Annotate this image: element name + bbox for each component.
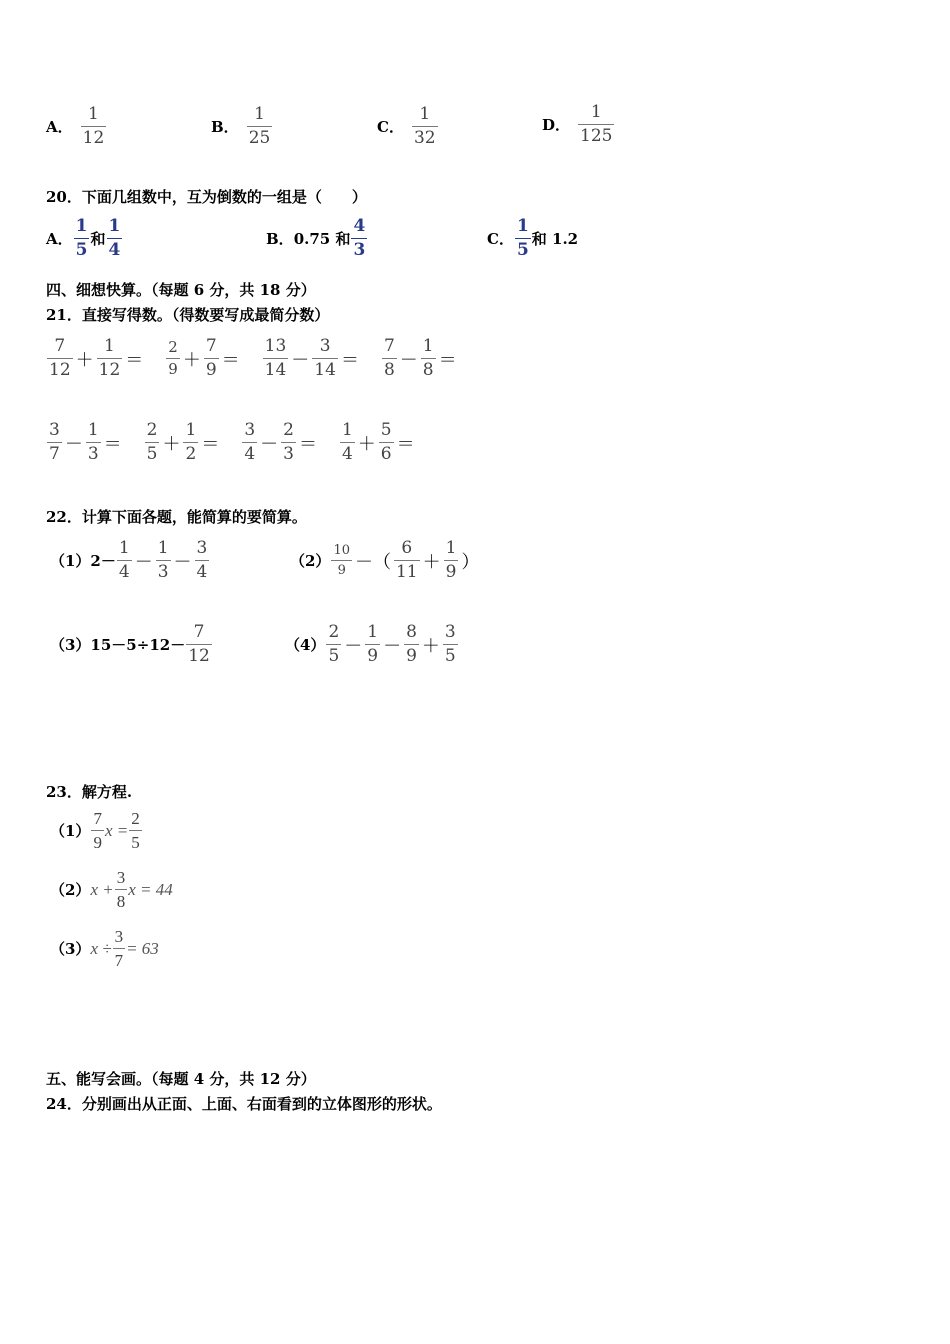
fraction: $\frac{10}{9}$ (333, 543, 350, 578)
q22-problem-1: （1）2－ $\frac{1}{4}$ － $\frac{1}{3}$ － $\frac{3}{4}$ (50, 538, 208, 582)
text: 0.75 和 (293, 230, 351, 248)
q19-option-d (542, 104, 615, 145)
problem-label: （3）15－5÷12－ (50, 636, 186, 654)
equation-label: （1） (50, 822, 91, 840)
q23-equation-1 (50, 810, 143, 851)
q21-row-2 (46, 422, 437, 463)
q21-expr: $\frac{2}{5}$ ＋ $\frac{1}{2}$ ＝ (146, 420, 220, 464)
q20-option-a (46, 218, 123, 259)
option-label: C． (377, 118, 404, 136)
fraction: $\frac{1}{5}$ (75, 216, 88, 260)
q19-option-a (46, 106, 107, 147)
problem-label: （4） (285, 636, 326, 654)
fraction: $\frac{1}{4}$ (118, 538, 130, 582)
fraction: $\frac{6}{11}$ (395, 538, 418, 582)
q23-equation-3 (50, 928, 159, 969)
q21-expr: $\frac{3}{4}$ － $\frac{2}{3}$ ＝ (244, 420, 317, 464)
q21-expr: $\frac{3}{7}$ － $\frac{1}{3}$ ＝ (49, 420, 122, 464)
fraction: $\frac{1}{4}$ (108, 216, 121, 260)
section-4-heading: 四、细想快算。（每题 6 分，共 18 分） (46, 281, 316, 299)
equation: $\frac{7}{9}$ x = $\frac{2}{5}$ (93, 809, 140, 852)
fraction: $\frac{3}{4}$ (196, 538, 208, 582)
equation-label: （3） (50, 940, 91, 958)
q21-expr: $\frac{2}{9}$ ＋ $\frac{7}{9}$ ＝ (168, 336, 240, 380)
q21-expr: $\frac{7}{12}$ ＋ $\frac{1}{12}$ ＝ (49, 336, 144, 380)
q19-option-c (377, 106, 439, 147)
fraction: $\frac{1}{32}$ (413, 104, 436, 148)
fraction: $\frac{4}{3}$ (353, 216, 366, 260)
fraction: $\frac{7}{12}$ (188, 622, 210, 666)
fraction: $\frac{1}{25}$ (248, 104, 271, 148)
q21-expr: $\frac{7}{8}$ － $\frac{1}{8}$ ＝ (383, 336, 457, 380)
q23-stem: 23．解方程. (46, 783, 133, 801)
fraction: $\frac{1}{12}$ (82, 104, 105, 148)
fraction: $\frac{1}{3}$ (157, 538, 169, 582)
q22-problem-2: （2） $\frac{10}{9}$ －（ $\frac{6}{11}$ ＋ $\frac{1}{9}$ ） (290, 538, 480, 582)
fraction: $\frac{1}{5}$ (516, 216, 529, 260)
problem-label: （2） (290, 552, 331, 570)
q19-option-b (211, 106, 273, 147)
q20-stem: 20．下面几组数中，互为倒数的一组是（ ） (46, 188, 367, 206)
q20-option-b (266, 218, 368, 259)
option-label: A． (46, 118, 73, 136)
equation: x + $\frac{3}{8}$ x = 44 (90, 868, 173, 911)
fraction: $\frac{8}{9}$ (406, 622, 417, 666)
section-5-heading: 五、能写会画。（每题 4 分，共 12 分） (46, 1070, 316, 1088)
text: 和 1.2 (531, 230, 579, 248)
q22-problem-4: （4） $\frac{2}{5}$ － $\frac{1}{9}$ － $\frac{8}{9}$ ＋ $\frac{3}{5}$ (285, 622, 456, 666)
option-label: B． (266, 230, 294, 248)
fraction: $\frac{1}{9}$ (367, 622, 379, 666)
option-label: A． (46, 230, 73, 248)
q21-stem: 21．直接写得数。（得数要写成最简分数） (46, 306, 330, 324)
option-label: C． (487, 230, 514, 248)
fraction: $\frac{3}{5}$ (444, 622, 456, 666)
fraction: $\frac{1}{9}$ (445, 538, 457, 582)
option-label: B． (211, 118, 239, 136)
option-label: D． (542, 116, 571, 134)
equation: x ÷ $\frac{3}{7}$ = 63 (90, 927, 159, 970)
q22-stem: 22．计算下面各题，能简算的要简算。 (46, 508, 307, 526)
q23-equation-2 (50, 869, 173, 910)
q22-problem-3 (50, 624, 213, 665)
q21-expr: $\frac{13}{14}$ － $\frac{3}{14}$ ＝ (264, 336, 359, 380)
problem-label: （1）2－ (50, 552, 116, 570)
equation-label: （2） (50, 881, 91, 899)
q21-expr: $\frac{1}{4}$ ＋ $\frac{5}{6}$ ＝ (341, 420, 415, 464)
text: 和 (90, 230, 106, 248)
q21-row-1 (46, 338, 479, 379)
q20-option-c (487, 218, 578, 259)
q24-stem: 24．分别画出从正面、上面、右面看到的立体图形的形状。 (46, 1095, 442, 1113)
fraction: $\frac{2}{5}$ (328, 622, 340, 666)
fraction: $\frac{1}{125}$ (580, 102, 613, 146)
